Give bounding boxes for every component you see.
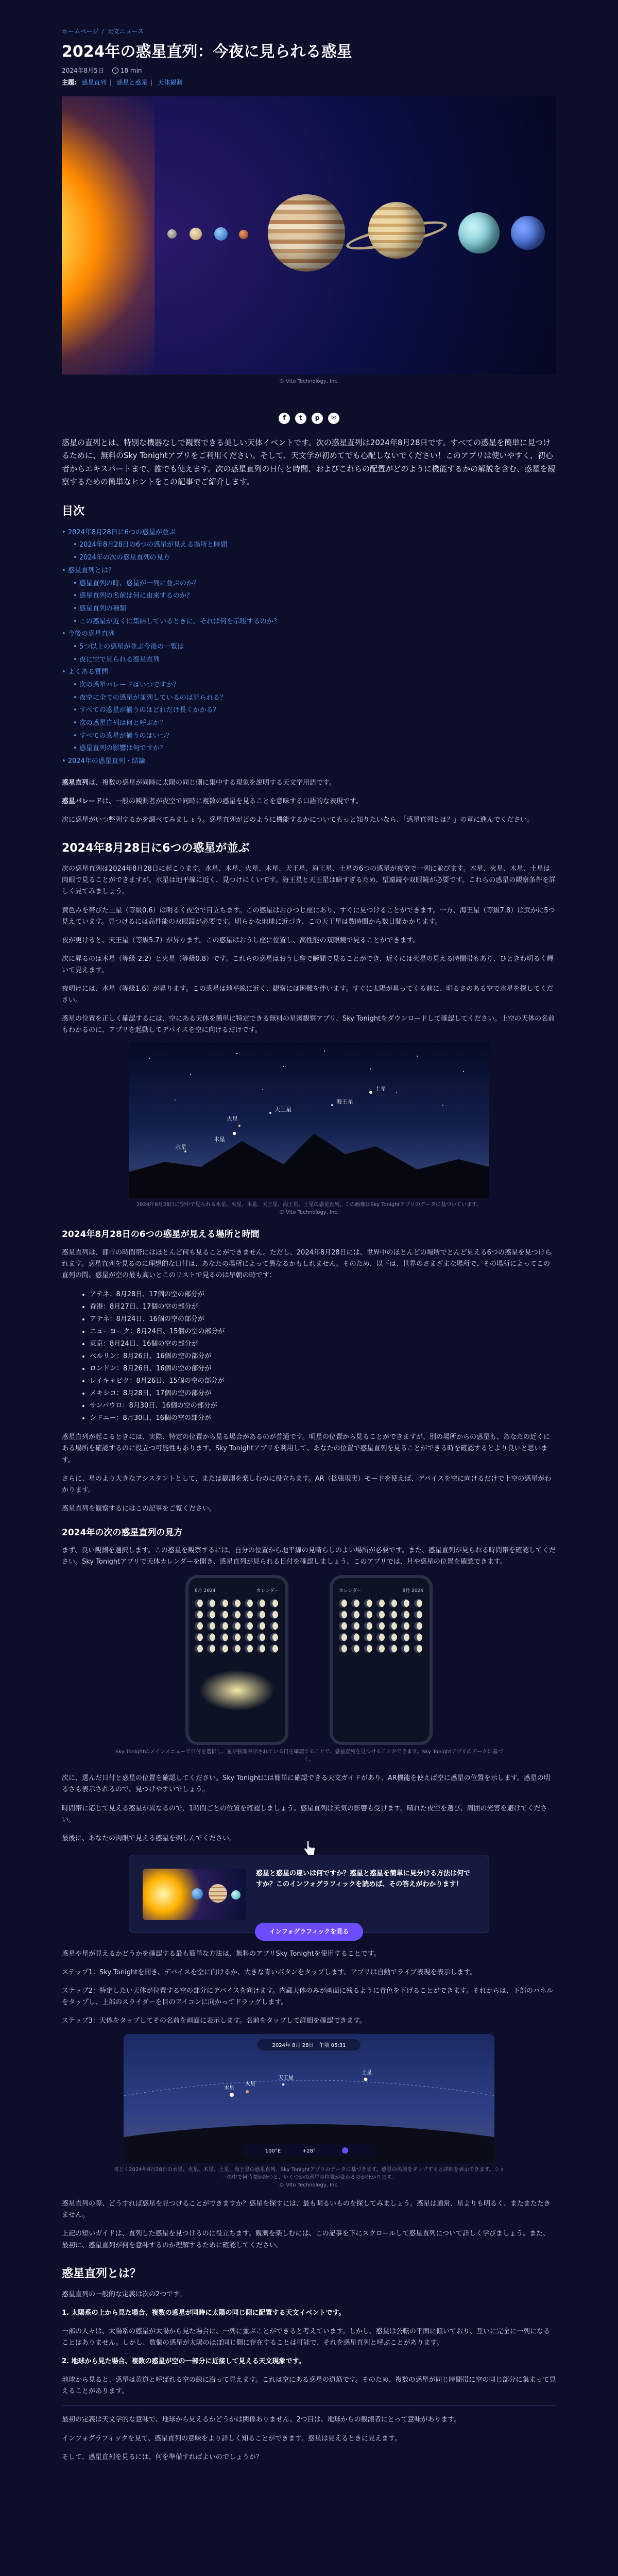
- list-item: • アテネ：8月28日、17個の空の部分が: [90, 1289, 556, 1301]
- toc-link[interactable]: すべての惑星が揃うのはどれだけ長くかかる？: [79, 706, 220, 715]
- toc-item: [62, 730, 556, 743]
- saturn-marker: [364, 2078, 368, 2081]
- azimuth-readout: 100°E: [265, 2148, 281, 2155]
- toc-link[interactable]: 夜空に全ての惑星が並列しているのは見られる？: [79, 693, 227, 702]
- uranus-marker: [282, 2083, 285, 2086]
- paragraph: 夜が更けると、天王星（等級5.7）が昇ります。この惑星はおうし座に位置し、高性能の双眼鏡で見ることができます。: [62, 936, 420, 944]
- definition-term: 惑星直列: [62, 778, 89, 787]
- paragraph: 惑星の位置を正しく確認するには、空にある天体を簡単に特定できる無料の星図観察アプリ、Sky Tonightをダウンロードして確認してください。上空の天体の名前もわかるのに、アプリを起動してデバイスを空に向けるだけです。: [62, 1015, 555, 1035]
- list-item: • 香港：8月27日、17個の空の部分が: [90, 1301, 556, 1313]
- toc-link[interactable]: 2024年8月28日の6つの惑星が見える場所と時間: [79, 541, 227, 549]
- toc-item: [62, 539, 556, 552]
- moon-phase-icon: [270, 1599, 278, 1607]
- toc-heading: 目次: [62, 504, 85, 518]
- toc-link[interactable]: この惑星が近くに集結しているときに、それは何を示唆するのか？: [79, 617, 280, 625]
- definition-term: 惑星パレード: [62, 797, 102, 805]
- list-item: • メキシコ：8月28日、17個の空の部分が: [90, 1387, 556, 1400]
- phone-title: カレンダー: [256, 1588, 279, 1594]
- earth: [214, 227, 228, 241]
- twitter-icon[interactable]: t: [295, 413, 306, 424]
- phone-screenshots: [62, 1575, 556, 1745]
- planet-label: 天王星: [274, 1106, 291, 1113]
- toc-item: [62, 742, 556, 755]
- email-icon[interactable]: ✉: [328, 413, 339, 424]
- moon-phase-icon: [339, 1599, 347, 1607]
- jupiter-marker: [233, 1132, 236, 1135]
- phone-calendar-view: [185, 1575, 288, 1745]
- planet-label: 海王星: [336, 1098, 353, 1106]
- moon-phase-icon: [207, 1622, 215, 1630]
- toc-link[interactable]: 惑星直列の種類: [79, 604, 126, 613]
- definition: [62, 777, 556, 789]
- moon-phase-icon: [351, 1599, 359, 1607]
- toc-link[interactable]: 惑星直列の影響は何ですか？: [79, 744, 166, 753]
- moon-phase-icon: [232, 1611, 241, 1619]
- toc-link[interactable]: 夜に空で見られる惑星直列: [79, 655, 160, 664]
- paragraph: 上記の短いガイドは、直列した惑星を見つけるのに役立ちます。観測を楽しむには、この記事を下にスクロールして惑星直列について詳しく学びましょう。また、最初に、惑星直列が何を意味するのか理解するために確認してください。: [62, 2230, 550, 2249]
- toc-item: [62, 717, 556, 730]
- moon-phase-icon: [232, 1633, 241, 1641]
- toc-item: [62, 755, 556, 768]
- toc-item: [62, 654, 556, 667]
- moon-phase-icon: [257, 1611, 265, 1619]
- moon-phase-icon: [364, 1622, 372, 1630]
- list-item: • ロンドン：8月26日、16個の空の部分が: [90, 1363, 556, 1375]
- paragraph: インフォグラフィックを見て、惑星直列の意味をより詳しく知ることができます。惑星は見えるときに見えます。: [62, 2434, 401, 2443]
- planet-label: 火星: [227, 1115, 238, 1123]
- infographic-promo: [129, 1855, 489, 1933]
- toc-item: [62, 628, 556, 641]
- share-bar: [62, 413, 556, 424]
- paragraph: 惑星や星が見えるかどうかを確認する最も簡単な方法は、無料のアプリSky Tonightを使用することです。: [62, 1950, 381, 1958]
- caption-text: 2024年8月28日に空中で見られる水星、火星、木星、天王星、海王星、土星の惑星直列。この画像はSky Tonightアプリのデータに基づいています。: [136, 1202, 482, 1208]
- moon-phase-icon: [376, 1622, 385, 1630]
- planet-label: 土星: [375, 1086, 386, 1093]
- paragraph: 次に、選んだ日付と惑星の位置を確認してください。Sky Tonightには簡単に確認できる天文ガイドがあり、AR機能を使えば空に惑星の位置を示します。惑星の明るさも表示されるので、見つけやすいでしょう。: [62, 1774, 551, 1794]
- planet-label: 火星: [245, 2081, 255, 2088]
- moon-phase-icon: [364, 1633, 372, 1641]
- phone-calendar-view: [330, 1575, 433, 1745]
- paragraph: 次に昇るのは木星（等級-2.2）と火星（等級0.8）です。これらの惑星はおうし座で瞬間で見ることができ、近くには火星の見える時間帯もあり、ひときわ明るく輝いて見えます。: [62, 955, 554, 974]
- moon-phase-icon: [401, 1645, 409, 1653]
- toc-link[interactable]: 2024年の次の惑星直列の見方: [79, 554, 170, 562]
- paragraph: 一部の人々は、太陽系の惑星が太陽から見た場合に、一列に並ぶことができると考えています。しかし、惑星は公転の平面に傾いており、互いに完全に一列になることはありません。しかし、数個の惑星が太陽のほぼ同じ側に存在することは可能で、それを惑星直列と呼ぶことがあります。: [62, 2328, 550, 2347]
- mercury: [167, 229, 177, 239]
- moon-phase-icon: [270, 1622, 278, 1630]
- figure-caption: Sky Tonightのメインメニューで日付を選択し、星が強調表示されている日を確認することで、惑星直列を見つけることができます。Sky Tonightアプリのデータに基づく。: [115, 1749, 503, 1763]
- hand-pointer-icon: [302, 1840, 316, 1857]
- toc-item: [62, 565, 556, 578]
- jupiter: [268, 194, 345, 272]
- moon-phase-icon: [270, 1633, 278, 1641]
- paragraph: 最後に、あなたの肉眼で見える惑星を楽しんでください。: [62, 1834, 236, 1842]
- moon-phase-icon: [401, 1622, 409, 1630]
- ecliptic-line: [124, 2080, 494, 2096]
- moon-phase-icon: [389, 1633, 397, 1641]
- ar-sky-view: [124, 2034, 494, 2163]
- moon-phase-icon: [220, 1622, 228, 1630]
- tag-link[interactable]: 天体観測: [158, 79, 183, 87]
- paragraph: 惑星直列が起こるときには、実際、特定の位置から見る場合があるのが普通です。明星の位置から見ることができますが、別の場所からの惑星も、あなたの近くにある場所を確認するのに役立つ可能性もあります。Sky Tonightアプリを利用して、あなたの位置で惑星直列を見ることができる時を確認するとより良いと思います。: [62, 1433, 550, 1464]
- moon-phase-grid: [195, 1599, 279, 1653]
- moon-phase-icon: [257, 1622, 265, 1630]
- venus: [190, 228, 202, 240]
- toc-link[interactable]: すべての惑星が揃うのはいつ？: [79, 732, 173, 740]
- sky-image: [129, 1043, 489, 1198]
- phone-month: 8月 2024: [195, 1588, 216, 1594]
- pinterest-icon[interactable]: p: [312, 413, 323, 424]
- moon-phase-icon: [414, 1611, 422, 1619]
- moon-phase-icon: [232, 1599, 241, 1607]
- toc-item: [62, 603, 556, 616]
- tags-label: 主題:: [62, 79, 77, 87]
- caption-credit: © Vito Technology, Inc.: [279, 2182, 339, 2189]
- planet-label: 木星: [214, 1136, 225, 1143]
- tag-link[interactable]: 惑星と惑星: [116, 79, 148, 87]
- moon-phase-icon: [232, 1622, 241, 1630]
- paragraph: 惑星直列は、都市の時間帯にはほとんど何も見ることができません。ただし、2024年8月28日には、世界中のほとんどの場所でとんど見える6つの惑星を見つけられます。惑星直列を見るのに理想的な日付は、あなたの場所によって異なるかもしれません。そのため、以下は、世界のさまざまな場所で、その場所によってこの直列の間、惑星が空の最も高いとこのリストで見るのは早朝の時です：: [62, 1248, 552, 1279]
- toc-link[interactable]: 惑星直列とは？: [67, 566, 115, 574]
- paragraph: 次の惑星直列は2024年8月28日に起こります。水星、木星、火星、木星、天王星、海王星、土星の6つの惑星が夜空で一列に並びます。木星、火星、木星、土星は肉眼で見ることができますが、水星は地平線に近く、見つけにくいです。海王星と天王星は暗すぎるため、望遠鏡や双眼鏡が必要です。これらの惑星の観察条件を詳しく見てみましょう。: [62, 865, 556, 896]
- moon-phase-grid: [339, 1599, 423, 1653]
- toc-link[interactable]: 2024年の惑星直列・結論: [67, 757, 145, 766]
- ar-datetime: 2024年 8月 28日 午前 05:31: [272, 2043, 346, 2049]
- figure-caption: [113, 1201, 505, 1216]
- definition-text: は、複数の惑星が同時に太陽の同じ側に集中する現象を説明する天文学用語です。: [89, 778, 336, 787]
- definitions: [62, 777, 556, 826]
- breadcrumb-home[interactable]: ホームページ: [62, 28, 99, 35]
- breadcrumb: [62, 27, 556, 37]
- moon-phase-icon: [195, 1622, 203, 1630]
- toc-link[interactable]: 惑星直列の時、惑星が一列に並ぶのか？: [79, 579, 200, 587]
- section-heading: 惑星直列とは？: [62, 2267, 142, 2280]
- moon-phase-icon: [414, 1622, 422, 1630]
- moon-phase-icon: [339, 1622, 347, 1630]
- moon-phase-icon: [195, 1611, 203, 1619]
- read-time-value: 18 min: [120, 67, 142, 75]
- toc-item: [62, 666, 556, 679]
- moon-phase-icon: [245, 1633, 253, 1641]
- page-title: 2024年の惑星直列：今夜に見られる惑星: [62, 43, 352, 61]
- moon-phase-icon: [376, 1645, 385, 1653]
- list-item: • レイキャビク：8月26日、15個の空の部分が: [90, 1375, 556, 1387]
- city-list: [90, 1289, 556, 1425]
- caption-text: 同じく2024年8月28日の水星、火星、木星、土星、海王星の惑星直列。Sky Tonightアプリのデータに基づきます。惑星の名前をタップすると詳細を表示できます。ショーの中で何時間か経つと、いくつかの惑星の位置が変わるのが分かります。: [113, 2167, 505, 2181]
- ar-view-image: [124, 2034, 494, 2163]
- moon-phase-icon: [195, 1645, 203, 1653]
- article-meta: [62, 66, 556, 76]
- list-item: • 東京：8月24日、16個の空の部分が: [90, 1338, 556, 1350]
- facebook-icon[interactable]: f: [279, 413, 290, 424]
- moon-phase-icon: [220, 1633, 228, 1641]
- table-of-contents: [62, 527, 556, 768]
- toc-item: [62, 578, 556, 590]
- phone-header: [339, 1587, 423, 1595]
- clock-icon: [112, 67, 118, 74]
- toc-item: [62, 590, 556, 603]
- moon-phase-icon: [414, 1599, 422, 1607]
- paragraph: ステップ2：特定したい天体が位置する空の部分にデバイスを向けます。内蔵天体のみが画面に残るように青色を下げることができます。それからは、下部のパネルをタップし、上部のスライダーを目のアイコンに向かってドラッグします。: [62, 1987, 554, 2007]
- moon-phase-icon: [232, 1645, 241, 1653]
- toc-link[interactable]: 惑星直列の名前は何に由来するのか？: [79, 592, 193, 600]
- toc-link[interactable]: よくある質問: [67, 668, 108, 676]
- hero-image: [62, 96, 556, 375]
- infographic-text: 惑星と惑星の違いは何ですか？惑星と惑星を簡単に見分ける方法は何ですか？このインフォグラフィックを読めば、その答えがわかります！: [256, 1869, 471, 1888]
- toc-item: [62, 692, 556, 705]
- paragraph: 惑星直列の一般的な定義は次の2つです。: [62, 2290, 186, 2298]
- phone-header: [195, 1587, 279, 1595]
- moon-phase-icon: [401, 1633, 409, 1641]
- toc-item: [62, 552, 556, 565]
- moon-phase-icon: [257, 1599, 265, 1607]
- toc-item: [62, 641, 556, 654]
- moon-phase-icon: [401, 1599, 409, 1607]
- moon-phase-icon: [414, 1633, 422, 1641]
- moon-phase-icon: [207, 1599, 215, 1607]
- list-item: • アテネ：8月24日、16個の空の部分が: [90, 1313, 556, 1326]
- planet-label: 水星: [175, 1144, 186, 1151]
- moon-phase-icon: [220, 1611, 228, 1619]
- paragraph: ステップ1：Sky Tonightを開き、デバイスを空に向けるか、大きな青いボタンをタップします。アプリは自動でライブ表現を表示します。: [62, 1968, 477, 1976]
- moon-phase-icon: [376, 1611, 385, 1619]
- paragraph: さらに、星のより大きなアシスタントとして、または観測を楽しむのに役立ちます。AR（拡張現実）モードを使えば、デバイスを空に向けるだけで上空の惑星がわかります。: [62, 1475, 552, 1494]
- moon-phase-icon: [389, 1611, 397, 1619]
- toc-link[interactable]: 次の惑星直列は何と呼ぶか？: [79, 719, 166, 727]
- breadcrumb-section[interactable]: 天文ニュース: [107, 28, 144, 35]
- read-time: [112, 66, 142, 76]
- phone-title: カレンダー: [339, 1588, 362, 1594]
- figure-caption: [113, 2166, 505, 2189]
- saturn-marker: [369, 1091, 372, 1094]
- caption-credit: © Vito Technology, Inc.: [279, 1210, 339, 1216]
- toc-item: [62, 616, 556, 629]
- sky-landscape: [129, 1043, 489, 1198]
- moon-phase-icon: [364, 1599, 372, 1607]
- neptune-marker: [331, 1104, 333, 1106]
- moon-phase-icon: [207, 1611, 215, 1619]
- moon-phase-icon: [376, 1599, 385, 1607]
- moon-phase-icon: [257, 1645, 265, 1653]
- moon-phase-icon: [207, 1633, 215, 1641]
- definitions-note: 次に惑星がいつ整列するかを調べてみましょう。惑星直列がどのように機能するかについてもっと知りたいなら、「惑星直列とは？」の章に進んでください。: [62, 816, 534, 824]
- toc-link[interactable]: 今後の惑星直列: [67, 630, 115, 638]
- sun: [62, 96, 154, 375]
- moon-phase-icon: [339, 1645, 347, 1653]
- horizon: [124, 2124, 494, 2163]
- paragraph: そして、惑星直列を見るには、何を準備すればよいのでしょうか？: [62, 2453, 263, 2461]
- definition: [62, 796, 556, 807]
- moon-phase-icon: [245, 1599, 253, 1607]
- stars: [149, 1050, 464, 1106]
- moon-phase-icon: [351, 1611, 359, 1619]
- paragraph: 惑星直列を観察するにはこの記事をご覧ください。: [62, 1504, 216, 1513]
- section-heading: 2024年8月28日に6つの惑星が並ぶ: [62, 842, 250, 855]
- section-heading: 2024年8月28日の6つの惑星が見える場所と時間: [62, 1229, 260, 1240]
- phone-month: 8月 2024: [402, 1588, 423, 1594]
- moon-phase-icon: [389, 1645, 397, 1653]
- toc-link[interactable]: 5つ以上の惑星が並ぶ今後の一覧は: [79, 642, 184, 651]
- moon-phase-icon: [245, 1611, 253, 1619]
- paragraph: ステップ3：天体をタップしてその名前を画面に表示します。名前をタップして詳細を確認できます。: [62, 2017, 366, 2025]
- article: [62, 0, 556, 2463]
- planet-label: 土星: [362, 2070, 372, 2076]
- hero-caption: © Vito Technology, Inc.: [279, 378, 339, 384]
- jupiter-marker: [230, 2093, 234, 2097]
- moon-phase-icon: [245, 1622, 253, 1630]
- uranus-marker: [269, 1112, 271, 1114]
- uranus: [458, 212, 500, 253]
- moon-phase-icon: [414, 1645, 422, 1653]
- section-heading: 2024年の次の惑星直列の見方: [62, 1527, 183, 1538]
- mars-marker: [246, 2090, 249, 2093]
- list-item: • シドニー：8月30日、16個の空の部分が: [90, 1412, 556, 1425]
- moon-phase-icon: [389, 1622, 397, 1630]
- toc-link[interactable]: 2024年8月28日に6つの惑星が並ぶ: [67, 528, 176, 536]
- moon-phase-icon: [195, 1633, 203, 1641]
- paragraph: 惑星直列の際、どうすれば惑星を見つけることができますか？惑星を探すには、最も明るいものを探してみましょう。惑星は通常、星よりも明るく、またまたたきません。: [62, 2200, 551, 2219]
- definition-text: は、一般の観測者が夜空で同時に複数の惑星を見ることを意味する口語的な表現です。: [102, 797, 363, 805]
- planet-label: 天王星: [278, 2075, 294, 2081]
- moon-phase-icon: [389, 1599, 397, 1607]
- moon-phase-icon: [339, 1633, 347, 1641]
- moon-phase-icon: [339, 1611, 347, 1619]
- paragraph: まず、良い観測を選択します。この惑星を観察するには、自分の位置から地平線の見晴らしのよい場所が必要です。また、惑星直列が見られる時間帯を確認してください。Sky Tonightアプリで天体カレンダーを開き、惑星直列が見られる日付を確認しましょう。このアプリでは、月や惑星の位置を確認できます。: [62, 1547, 556, 1566]
- toc-item: [62, 527, 556, 539]
- moon-phase-icon: [270, 1645, 278, 1653]
- paragraph: 地球から見ると、惑星は黄道と呼ばれる空の線に沿って見えます。これは空にある惑星の道筋です。そのため、複数の惑星が同じ時間帯に空の同じ部分に集まって見えることがあります。: [62, 2376, 556, 2396]
- toc-link[interactable]: 次の惑星パレードはいつですか？: [79, 681, 180, 689]
- divider: [62, 2405, 556, 2406]
- infographic-thumbnail: [143, 1869, 246, 1920]
- moon-phase-icon: [351, 1622, 359, 1630]
- paragraph: 時間帯に応じて見える惑星が異なるので、1時間ごとの位置を確認しましょう。惑星直列は天気の影響も受けます。晴れた夜空を選び、周囲の光害を避けてください。: [62, 1804, 547, 1824]
- moon-phase-icon: [364, 1645, 372, 1653]
- list-item: • サンパウロ：8月30日、16個の空の部分が: [90, 1400, 556, 1412]
- mountain-silhouette: [129, 1133, 489, 1198]
- moon-phase-icon: [351, 1645, 359, 1653]
- list-item: • ベルリン：8月26日、16個の空の部分が: [90, 1350, 556, 1363]
- breadcrumb-separator: /: [101, 28, 104, 35]
- moon-phase-icon: [220, 1645, 228, 1653]
- moon-phase-icon: [257, 1633, 265, 1641]
- paragraph: 夜明けには、水星（等級1.6）が昇ります。この惑星は地平線に近く、観察には困難を伴います。すぐに太陽が昇ってくる前に、明るさのある空で水星を探してください。: [62, 985, 554, 1005]
- publish-date: 2024年8月5日: [62, 67, 104, 75]
- planet-label: 木星: [224, 2086, 234, 2092]
- tag-list: 主題: 惑星直列 | 惑星と惑星 | 天体観測: [62, 79, 183, 87]
- mercury-marker: [184, 1151, 186, 1153]
- paragraph: 最初の定義は天文学的な意味で、地球から見えるかどうかは関係ありません。2つ目は、地球からの観測者にとって意味があります。: [62, 2416, 461, 2424]
- neptune: [511, 216, 545, 250]
- mars: [239, 230, 248, 239]
- view-infographic-button[interactable]: インフォグラフィックを見る: [255, 1923, 363, 1941]
- moon-phase-icon: [270, 1611, 278, 1619]
- altitude-readout: +28°: [302, 2148, 316, 2155]
- moon-phase-icon: [351, 1633, 359, 1641]
- toc-item: [62, 679, 556, 692]
- moon-phase-icon: [245, 1645, 253, 1653]
- toc-item: [62, 704, 556, 717]
- definition-heading: 2. 地球から見た場合、複数の惑星が空の一部分に近接して見える天文現象です。: [62, 2358, 305, 2366]
- saturn: [368, 202, 425, 259]
- ar-camera-icon[interactable]: [342, 2147, 348, 2154]
- tag-link[interactable]: 惑星直列: [81, 79, 107, 87]
- moon-phase-icon: [401, 1611, 409, 1619]
- moon-phase-icon: [220, 1599, 228, 1607]
- moon-phase-icon: [207, 1645, 215, 1653]
- moon-glow: [199, 1670, 275, 1711]
- intro-paragraph: 惑星の直列とは、特別な機器なしで観察できる美しい天体イベントです。次の惑星直列は2024年8月28日です。すべての惑星を簡単に見つけるために、無料のSky Tonightアプリをご利用ください。そして、天文学が初めてでも心配しないでください！このアプリは使いやすく、初心者からエキスパートまで、誰でも使えます。次の惑星直列の日付と時間、およびこれらの配置がどのように機能するかの解説を含む、惑星を観察するための簡単なヒントをこの記事でご紹介します。: [62, 437, 556, 487]
- moon-phase-icon: [376, 1633, 385, 1641]
- paragraph: 黄色みを帯びた土星（等級0.6）は明るく夜空で目立ちます。この惑星はおひつじ座にあり、すぐに見つけることができます。一方、海王星（等級7.8）は武かに5つ見えています。見つけるには高性能の双眼鏡が必要です。明らかな地球に近づき、この天王星は数時間から数日間かかります。: [62, 906, 555, 926]
- moon-phase-icon: [195, 1599, 203, 1607]
- definition-heading: 1. 太陽系の上から見た場合、複数の惑星が同時に太陽の同じ側に配置する天文イベントです。: [62, 2309, 346, 2317]
- mars-marker: [238, 1125, 241, 1127]
- list-item: • ニューヨーク：8月24日、15個の空の部分が: [90, 1326, 556, 1338]
- moon-phase-icon: [364, 1611, 372, 1619]
